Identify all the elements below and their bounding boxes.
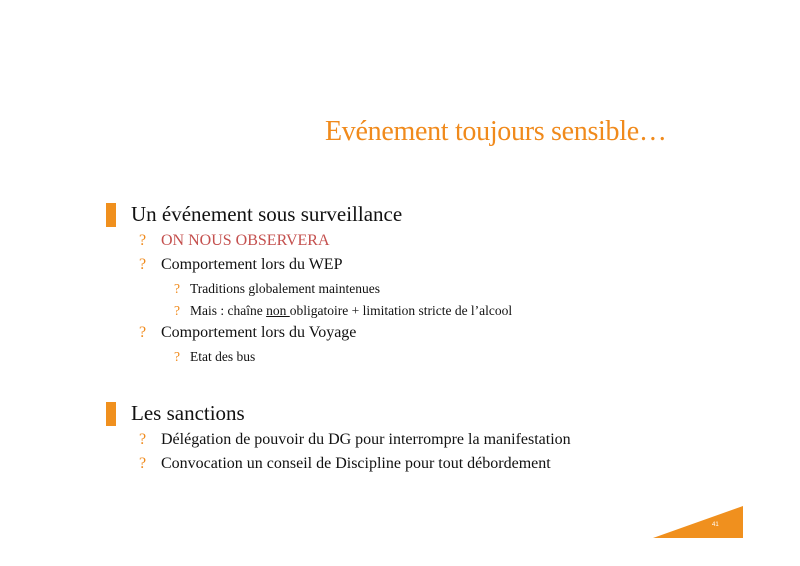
section-heading: Les sanctions [131, 401, 245, 425]
list-item-text: Délégation de pouvoir du DG pour interrompre la manifestation [161, 431, 571, 448]
sub-list-item-text: Traditions globalement maintenues [190, 281, 380, 296]
sub-list-item-text: Etat des bus [190, 349, 256, 364]
slide-title: Evénement toujours sensible… [325, 116, 667, 147]
question-bullet-icon: ? [174, 281, 180, 296]
text-after: obligatoire + limitation stricte de l’alcool [289, 303, 513, 318]
corner-triangle-shape [653, 506, 743, 538]
question-bullet-icon: ? [139, 232, 147, 249]
list-item-text: Convocation un conseil de Discipline pour tout débordement [161, 455, 551, 472]
question-bullet-icon: ? [139, 256, 147, 273]
question-bullet-icon: ? [139, 324, 147, 341]
text-before: Mais : chaîne [190, 303, 267, 318]
list-item-text: Comportement lors du Voyage [161, 324, 357, 341]
page-number: 41 [712, 522, 719, 528]
bullet-bar-icon [106, 203, 116, 227]
corner-triangle-decoration [653, 506, 743, 538]
sub-list-item-text [190, 303, 512, 319]
list-item-text: ON NOUS OBSERVERA [161, 232, 330, 249]
question-bullet-icon: ? [174, 303, 180, 318]
question-bullet-icon: ? [139, 431, 147, 448]
list-item-text: Comportement lors du WEP [161, 256, 343, 273]
question-bullet-icon: ? [174, 349, 180, 364]
question-bullet-icon: ? [139, 455, 147, 472]
section-heading: Un événement sous surveillance [131, 202, 403, 226]
underlined-word: non [266, 303, 290, 318]
bullet-bar-icon [106, 402, 116, 426]
